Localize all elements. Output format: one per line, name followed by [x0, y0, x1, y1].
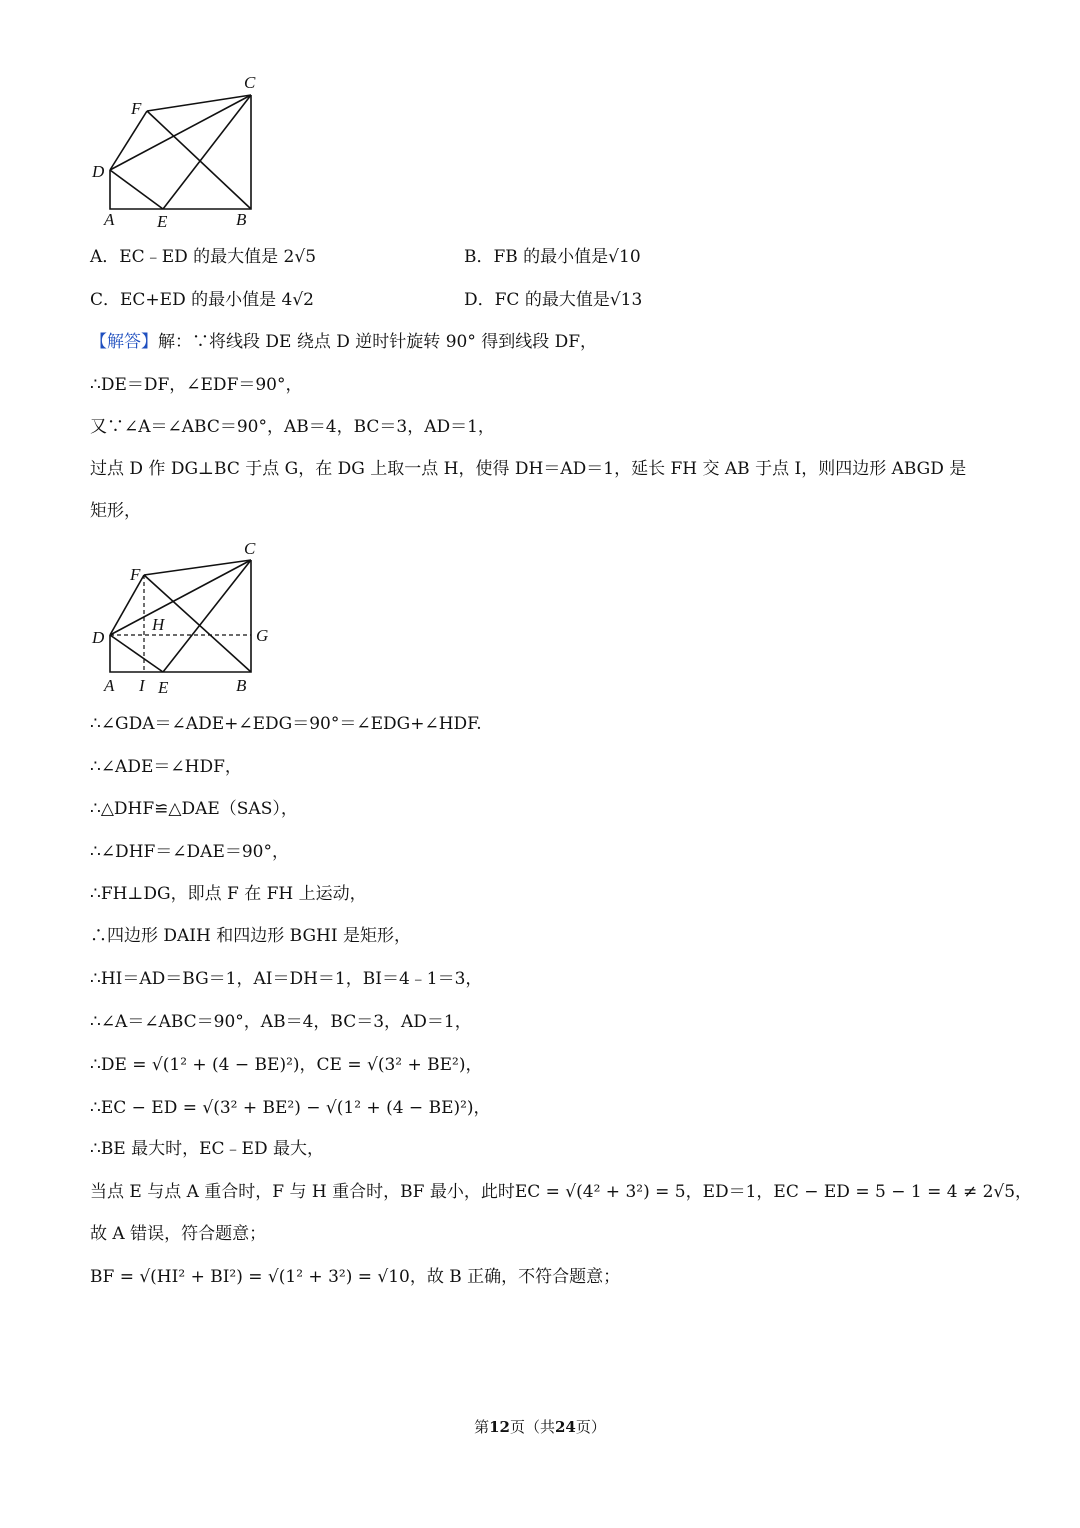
option-b[interactable]: B．FB 的最小值是√10 [464, 247, 641, 267]
answer-line-5: 矩形， [90, 501, 141, 521]
answer-line-16: ∴BE 最大时，EC﹣ED 最大， [90, 1139, 324, 1159]
answer-line-8: ∴△DHF≌△DAE（SAS）， [90, 799, 298, 819]
footer-prefix: 第 [474, 1418, 490, 1436]
answer-text-1: 解：∵将线段 DE 绕点 D 逆时针旋转 90° 得到线段 DF， [158, 332, 598, 352]
fig1-label-D: D [92, 162, 105, 181]
answer-line-14: ∴DE = √(1² + (4 − BE)²)，CE = √(3² + BE²)， [90, 1055, 483, 1075]
answer-line-13: ∴∠A＝∠ABC＝90°，AB＝4，BC＝3，AD＝1， [90, 1012, 472, 1032]
answer-line-11: ∴四边形 DAIH 和四边形 BGHI 是矩形， [90, 926, 411, 946]
fig2-label-D: D [92, 628, 105, 647]
fig2-segment-DE [110, 635, 163, 672]
answer-line-10: ∴FH⊥DG，即点 F 在 FH 上运动， [90, 884, 367, 904]
fig1-segment-DE [110, 170, 163, 209]
answer-line-9: ∴∠DHF＝∠DAE＝90°， [90, 842, 290, 862]
answer-line-4: 过点 D 作 DG⊥BC 于点 G，在 DG 上取一点 H，使得 DH＝AD＝1，延长 FH 交 AB 于点 I，则四边形 ABGD 是 [90, 459, 967, 479]
fig2-segment-EC [163, 560, 251, 672]
fig2-label-E: E [158, 678, 169, 697]
answer-line-12: ∴HI＝AD＝BG＝1，AI＝DH＝1，BI＝4﹣1＝3， [90, 969, 483, 989]
fig2-label-H: H [152, 615, 165, 634]
fig2-label-G: G [256, 626, 269, 645]
answer-tag: 【解答】 [90, 332, 158, 352]
fig1-label-B: B [236, 210, 247, 229]
answer-line-1 [90, 330, 597, 354]
fig1-label-C: C [244, 73, 256, 92]
fig1-segment-EC [163, 95, 251, 209]
fig2-segment-FC [144, 560, 251, 575]
answer-line-2: ∴DE＝DF，∠EDF＝90°， [90, 375, 303, 395]
footer-page-number: 12 [489, 1418, 510, 1436]
answer-line-15: ∴EC − ED = √(3² + BE²) − √(1² + (4 − BE)²)， [90, 1098, 491, 1118]
footer-mid: 页（共 [509, 1418, 555, 1436]
footer-suffix: 页） [575, 1418, 606, 1436]
fig2-label-I: I [139, 676, 145, 695]
option-a[interactable]: A．EC﹣ED 的最大值是 2√5 [90, 247, 317, 267]
answer-line-3: 又∵∠A＝∠ABC＝90°，AB＝4，BC＝3，AD＝1， [90, 417, 495, 437]
fig1-segment-FB [147, 111, 251, 209]
figure-2 [86, 536, 286, 706]
option-c[interactable]: C．EC+ED 的最小值是 4√2 [90, 290, 314, 310]
page-footer [0, 1416, 1080, 1437]
option-d[interactable]: D．FC 的最大值是√13 [464, 290, 643, 310]
answer-line-19: BF = √(HI² + BI²) = √(1² + 3²) = √10，故 B 正确，不符合题意； [90, 1267, 621, 1287]
answer-line-6: ∴∠GDA＝∠ADE+∠EDG＝90°＝∠EDG+∠HDF. [90, 714, 482, 734]
fig2-label-F: F [130, 565, 141, 584]
answer-line-7: ∴∠ADE＝∠HDF， [90, 757, 242, 777]
fig2-label-A: A [104, 676, 115, 695]
answer-line-18: 故 A 错误，符合题意； [90, 1224, 267, 1244]
fig2-label-B: B [236, 676, 247, 695]
footer-total-pages: 24 [555, 1418, 576, 1436]
fig1-label-F: F [131, 99, 142, 118]
fig1-segment-DF [110, 111, 147, 170]
answer-line-17: 当点 E 与点 A 重合时，F 与 H 重合时，BF 最小，此时EC = √(4² + 3²) = 5，ED＝1，EC − ED = 5 − 1 = 4 ≠ 2√5， [90, 1182, 1033, 1202]
fig1-label-E: E [157, 212, 168, 231]
figure-1 [86, 66, 276, 236]
fig2-label-C: C [244, 539, 256, 558]
fig1-label-A: A [104, 210, 115, 229]
